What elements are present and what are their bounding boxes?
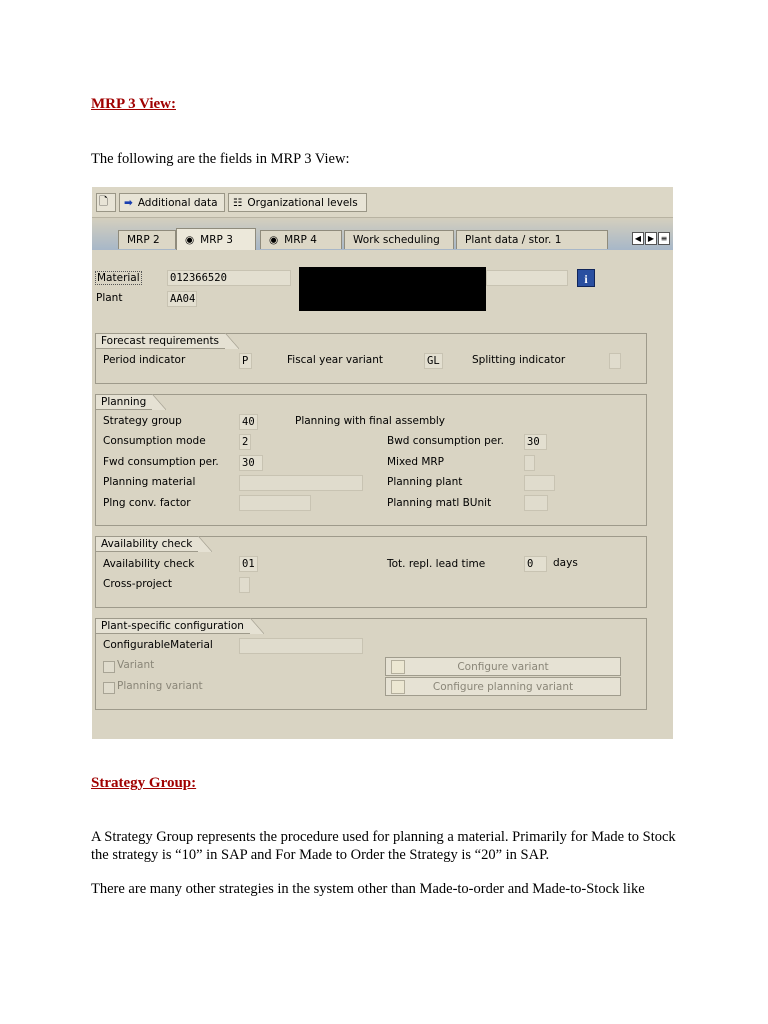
tab-label: Work scheduling [353,234,440,246]
tot-repl-lead-field[interactable]: 0 [524,556,547,572]
consumption-mode-field[interactable]: 2 [239,434,251,450]
tab-label: MRP 3 [200,233,233,246]
group-title: Planning [95,394,152,410]
material-label: Material [97,272,140,284]
fiscal-year-variant-field[interactable]: GL [424,353,443,369]
tab-label: MRP 4 [284,234,317,246]
fwd-consumption-field[interactable]: 30 [239,455,263,471]
availability-check-field[interactable]: 01 [239,556,258,572]
sap-screenshot [92,187,673,739]
tab-plant-data-stor1[interactable] [456,230,608,249]
period-indicator-field[interactable]: P [239,353,252,369]
organizational-levels-label: Organizational levels [247,196,358,209]
mixed-mrp-label: Mixed MRP [387,456,445,468]
organizational-levels-button[interactable] [228,193,367,212]
fwd-consumption-label: Fwd consumption per. [103,456,219,468]
configure-variant-label: Configure variant [457,660,549,673]
configure-variant-button[interactable] [385,657,621,676]
tab-mrp4[interactable] [260,230,342,249]
arrow-right-icon: ➡ [124,196,133,209]
strategy-group-paragraph: A Strategy Group represents the procedure used for planning a material. Primarily for Made to Stock the strategy is “10” in SAP and For Made to Order the Strategy is “20” in SAP. [91,829,676,863]
fiscal-year-variant-label: Fiscal year variant [287,354,383,366]
mixed-mrp-field[interactable] [524,455,535,471]
info-icon[interactable]: i [577,269,595,287]
heading-mrp3-view: MRP 3 View: [91,96,176,112]
consumption-mode-label: Consumption mode [103,435,206,447]
heading-strategy-group: Strategy Group: [91,775,197,791]
additional-data-label: Additional data [137,196,218,209]
planning-material-label: Planning material [103,476,196,488]
configure-icon [391,660,405,674]
material-description-tail [486,270,568,286]
additional-data-button[interactable] [119,193,225,212]
plng-conv-factor-field[interactable] [239,495,311,511]
sap-toolbar [92,187,673,218]
plant-field[interactable]: AA04 [167,291,197,307]
planning-variant-checkbox[interactable] [103,682,115,694]
check-icon: ◉ [269,234,279,246]
availability-check-group [95,536,647,608]
strategy-group-label: Strategy group [103,415,182,427]
bwd-consumption-field[interactable]: 30 [524,434,547,450]
planning-plant-label: Planning plant [387,476,463,488]
variant-label: Variant [117,659,155,671]
planning-variant-label: Planning variant [117,680,203,692]
tab-scroll-right-icon[interactable]: ▶ [645,232,657,245]
display-change-icon: 🗋 [99,195,108,208]
cross-project-field[interactable] [239,577,250,593]
intro-text: The following are the fields in MRP 3 View: [91,151,350,167]
planning-matl-bunit-label: Planning matl BUnit [387,497,492,509]
group-title: Forecast requirements [95,333,225,349]
material-field[interactable]: 012366520 [167,270,291,286]
splitting-indicator-field[interactable] [609,353,621,369]
configure-planning-variant-button[interactable] [385,677,621,696]
cross-project-label: Cross-project [103,578,173,590]
plant-label: Plant [96,292,123,304]
availability-check-label: Availability check [103,558,195,570]
strategy-group-description: Planning with final assembly [295,415,445,427]
display-change-button[interactable] [96,193,116,212]
redacted-box [299,267,486,311]
tab-mrp3[interactable] [176,228,256,250]
configure-icon [391,680,405,694]
configurable-material-field[interactable] [239,638,363,654]
planning-matl-bunit-field[interactable] [524,495,548,511]
tab-label: Plant data / stor. 1 [465,234,562,246]
group-title: Plant-specific configuration [95,618,250,634]
period-indicator-label: Period indicator [103,354,186,366]
days-unit: days [553,557,578,569]
strategies-paragraph: There are many other strategies in the system other than Made-to-order and Made-to-Stock like [91,881,645,897]
configure-planning-variant-label: Configure planning variant [432,680,574,693]
strategy-group-field[interactable]: 40 [239,414,258,430]
planning-material-field[interactable] [239,475,363,491]
tab-work-scheduling[interactable] [344,230,454,249]
bwd-consumption-label: Bwd consumption per. [387,435,504,447]
check-icon: ◉ [185,233,195,246]
splitting-indicator-label: Splitting indicator [472,354,566,366]
hierarchy-icon: ☷ [233,196,243,209]
tab-strip [92,218,673,250]
tab-mrp2[interactable] [118,230,176,249]
tot-repl-lead-label: Tot. repl. lead time [387,558,486,570]
tab-list-icon[interactable]: ≡ [658,232,670,245]
tab-label: MRP 2 [127,234,160,246]
plng-conv-factor-label: Plng conv. factor [103,497,191,509]
tab-scroll-left-icon[interactable]: ◀ [632,232,644,245]
configurable-material-label: ConfigurableMaterial [103,639,213,651]
planning-plant-field[interactable] [524,475,555,491]
variant-checkbox[interactable] [103,661,115,673]
group-title: Availability check [95,536,198,552]
